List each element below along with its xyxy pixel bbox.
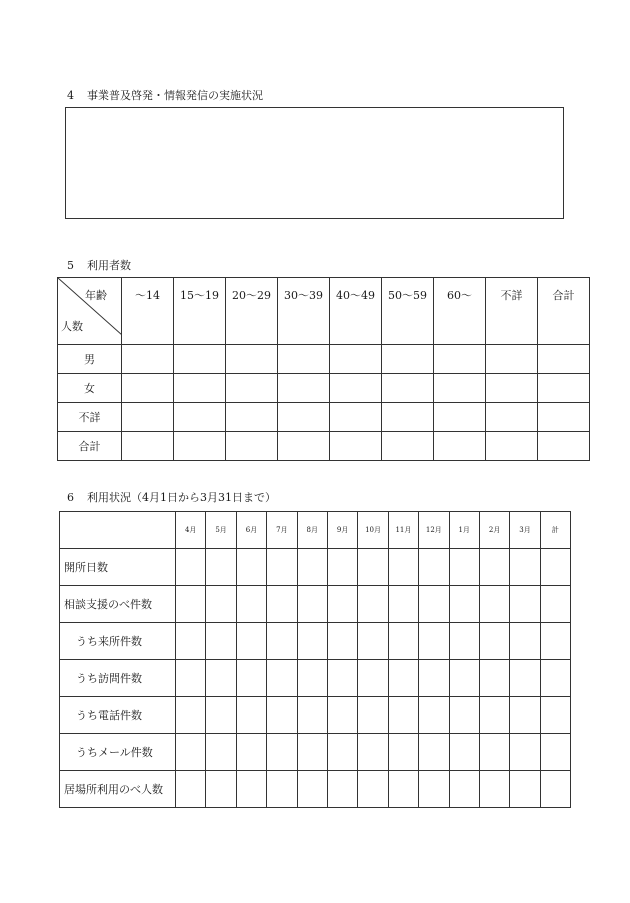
input-cell[interactable]: [540, 734, 570, 771]
input-cell[interactable]: [297, 623, 327, 660]
row-label: 開所日数: [60, 549, 176, 586]
input-cell[interactable]: [449, 549, 479, 586]
section-5-number: 5: [67, 259, 74, 272]
month-column-header: 6月: [236, 512, 266, 549]
input-cell[interactable]: [538, 374, 590, 403]
input-cell[interactable]: [267, 623, 297, 660]
input-cell[interactable]: [540, 623, 570, 660]
input-cell[interactable]: [510, 586, 540, 623]
input-cell[interactable]: [388, 697, 418, 734]
age-column-header: 40〜49: [330, 278, 382, 345]
age-column-header: 50〜59: [382, 278, 434, 345]
input-cell[interactable]: [486, 374, 538, 403]
input-cell[interactable]: [174, 403, 226, 432]
input-cell[interactable]: [176, 734, 206, 771]
input-cell[interactable]: [297, 771, 327, 808]
input-cell[interactable]: [358, 623, 388, 660]
section-6-title: 利用状況（4月1日から3月31日まで）: [87, 491, 276, 504]
input-cell[interactable]: [388, 660, 418, 697]
input-cell[interactable]: [267, 549, 297, 586]
input-cell[interactable]: [388, 771, 418, 808]
row-label: 居場所利用のべ人数: [60, 771, 176, 808]
input-cell[interactable]: [449, 586, 479, 623]
input-cell[interactable]: [267, 586, 297, 623]
input-cell[interactable]: [122, 403, 174, 432]
input-cell[interactable]: [434, 403, 486, 432]
users-table-header-row: [58, 278, 590, 345]
input-cell[interactable]: [236, 660, 266, 697]
section-6-number: 6: [67, 491, 74, 504]
input-cell[interactable]: [382, 432, 434, 461]
age-column-header: 不詳: [486, 278, 538, 345]
section-5-title: 利用者数: [87, 259, 131, 272]
input-cell[interactable]: [226, 345, 278, 374]
input-cell[interactable]: [297, 549, 327, 586]
month-column-header: 5月: [206, 512, 236, 549]
users-table-row: [58, 345, 590, 374]
input-cell[interactable]: [327, 623, 357, 660]
usage-table-row: [60, 623, 571, 660]
input-cell[interactable]: [510, 623, 540, 660]
input-cell[interactable]: [122, 432, 174, 461]
input-cell[interactable]: [479, 697, 509, 734]
input-cell[interactable]: [538, 403, 590, 432]
input-cell[interactable]: [538, 345, 590, 374]
input-cell[interactable]: [176, 586, 206, 623]
input-cell[interactable]: [174, 345, 226, 374]
row-label: 女: [58, 374, 122, 403]
row-label: うち訪問件数: [60, 660, 176, 697]
usage-table: [59, 511, 571, 808]
input-cell[interactable]: [327, 734, 357, 771]
age-column-header: 〜14: [122, 278, 174, 345]
section-4-text-box[interactable]: [65, 107, 564, 219]
input-cell[interactable]: [236, 734, 266, 771]
input-cell[interactable]: [358, 660, 388, 697]
input-cell[interactable]: [122, 374, 174, 403]
usage-table-row: [60, 697, 571, 734]
users-table-row: [58, 403, 590, 432]
age-column-header: 20〜29: [226, 278, 278, 345]
input-cell[interactable]: [486, 403, 538, 432]
input-cell[interactable]: [267, 660, 297, 697]
section-6-heading: [67, 489, 276, 505]
input-cell[interactable]: [388, 586, 418, 623]
month-column-header: 4月: [176, 512, 206, 549]
usage-table-row: [60, 660, 571, 697]
input-cell[interactable]: [540, 697, 570, 734]
users-table: [57, 277, 590, 461]
input-cell[interactable]: [122, 345, 174, 374]
age-column-header: 合計: [538, 278, 590, 345]
input-cell[interactable]: [206, 549, 236, 586]
section-4-number: 4: [67, 89, 74, 102]
input-cell[interactable]: [330, 403, 382, 432]
input-cell[interactable]: [176, 697, 206, 734]
input-cell[interactable]: [419, 734, 449, 771]
input-cell[interactable]: [419, 549, 449, 586]
input-cell[interactable]: [327, 660, 357, 697]
input-cell[interactable]: [206, 660, 236, 697]
input-cell[interactable]: [278, 403, 330, 432]
corner-label-count: 人数: [61, 320, 83, 333]
input-cell[interactable]: [330, 432, 382, 461]
input-cell[interactable]: [236, 586, 266, 623]
input-cell[interactable]: [382, 374, 434, 403]
input-cell[interactable]: [236, 771, 266, 808]
input-cell[interactable]: [174, 432, 226, 461]
input-cell[interactable]: [176, 623, 206, 660]
input-cell[interactable]: [510, 549, 540, 586]
row-label: 不詳: [58, 403, 122, 432]
input-cell[interactable]: [226, 403, 278, 432]
input-cell[interactable]: [540, 771, 570, 808]
input-cell[interactable]: [327, 771, 357, 808]
input-cell[interactable]: [267, 771, 297, 808]
input-cell[interactable]: [510, 660, 540, 697]
input-cell[interactable]: [419, 623, 449, 660]
input-cell[interactable]: [479, 623, 509, 660]
input-cell[interactable]: [479, 771, 509, 808]
month-column-header: 1月: [449, 512, 479, 549]
input-cell[interactable]: [176, 549, 206, 586]
input-cell[interactable]: [206, 771, 236, 808]
input-cell[interactable]: [486, 432, 538, 461]
month-column-header: 7月: [267, 512, 297, 549]
input-cell[interactable]: [388, 549, 418, 586]
input-cell[interactable]: [510, 734, 540, 771]
usage-corner-cell: [60, 512, 176, 549]
input-cell[interactable]: [358, 697, 388, 734]
usage-table-row: [60, 734, 571, 771]
age-column-header: 60〜: [434, 278, 486, 345]
input-cell[interactable]: [449, 697, 479, 734]
input-cell[interactable]: [176, 660, 206, 697]
input-cell[interactable]: [330, 345, 382, 374]
input-cell[interactable]: [510, 771, 540, 808]
input-cell[interactable]: [226, 374, 278, 403]
input-cell[interactable]: [327, 549, 357, 586]
input-cell[interactable]: [330, 374, 382, 403]
input-cell[interactable]: [434, 345, 486, 374]
input-cell[interactable]: [419, 697, 449, 734]
input-cell[interactable]: [278, 374, 330, 403]
month-column-header: 8月: [297, 512, 327, 549]
input-cell[interactable]: [540, 549, 570, 586]
input-cell[interactable]: [419, 771, 449, 808]
input-cell[interactable]: [388, 734, 418, 771]
row-label: うち電話件数: [60, 697, 176, 734]
input-cell[interactable]: [226, 432, 278, 461]
month-column-header: 10月: [358, 512, 388, 549]
input-cell[interactable]: [278, 345, 330, 374]
input-cell[interactable]: [449, 623, 479, 660]
input-cell[interactable]: [358, 771, 388, 808]
input-cell[interactable]: [538, 432, 590, 461]
usage-table-header-row: [60, 512, 571, 549]
input-cell[interactable]: [267, 697, 297, 734]
month-column-header: 9月: [327, 512, 357, 549]
row-label: 男: [58, 345, 122, 374]
input-cell[interactable]: [236, 623, 266, 660]
input-cell[interactable]: [479, 734, 509, 771]
input-cell[interactable]: [540, 660, 570, 697]
input-cell[interactable]: [358, 549, 388, 586]
usage-table-row: [60, 771, 571, 808]
input-cell[interactable]: [327, 586, 357, 623]
month-column-header: 12月: [419, 512, 449, 549]
input-cell[interactable]: [486, 345, 538, 374]
input-cell[interactable]: [206, 697, 236, 734]
input-cell[interactable]: [297, 586, 327, 623]
input-cell[interactable]: [449, 734, 479, 771]
month-column-header: 3月: [510, 512, 540, 549]
input-cell[interactable]: [419, 586, 449, 623]
input-cell[interactable]: [449, 771, 479, 808]
age-column-header: 30〜39: [278, 278, 330, 345]
input-cell[interactable]: [206, 734, 236, 771]
row-label: うち来所件数: [60, 623, 176, 660]
input-cell[interactable]: [327, 697, 357, 734]
input-cell[interactable]: [267, 734, 297, 771]
row-label: うちメール件数: [60, 734, 176, 771]
input-cell[interactable]: [278, 432, 330, 461]
input-cell[interactable]: [176, 771, 206, 808]
section-4-heading: [67, 87, 263, 103]
row-label: 相談支援のべ件数: [60, 586, 176, 623]
input-cell[interactable]: [388, 623, 418, 660]
input-cell[interactable]: [434, 432, 486, 461]
month-column-header: 2月: [479, 512, 509, 549]
input-cell[interactable]: [419, 660, 449, 697]
input-cell[interactable]: [510, 697, 540, 734]
input-cell[interactable]: [382, 345, 434, 374]
usage-table-row: [60, 586, 571, 623]
input-cell[interactable]: [479, 586, 509, 623]
age-count-corner-cell: [58, 278, 122, 345]
input-cell[interactable]: [479, 660, 509, 697]
usage-table-row: [60, 549, 571, 586]
section-5-heading: [67, 257, 131, 273]
input-cell[interactable]: [297, 660, 327, 697]
month-column-header: 11月: [388, 512, 418, 549]
input-cell[interactable]: [449, 660, 479, 697]
input-cell[interactable]: [358, 734, 388, 771]
input-cell[interactable]: [206, 586, 236, 623]
input-cell[interactable]: [174, 374, 226, 403]
input-cell[interactable]: [297, 697, 327, 734]
total-column-header: 計: [540, 512, 570, 549]
input-cell[interactable]: [479, 549, 509, 586]
input-cell[interactable]: [382, 403, 434, 432]
row-label: 合計: [58, 432, 122, 461]
input-cell[interactable]: [358, 586, 388, 623]
corner-label-age: 年齢: [85, 289, 107, 302]
input-cell[interactable]: [297, 734, 327, 771]
age-column-header: 15〜19: [174, 278, 226, 345]
section-4-title: 事業普及啓発・情報発信の実施状況: [87, 89, 263, 102]
input-cell[interactable]: [540, 586, 570, 623]
input-cell[interactable]: [236, 549, 266, 586]
users-table-row: [58, 374, 590, 403]
users-table-row: [58, 432, 590, 461]
input-cell[interactable]: [206, 623, 236, 660]
input-cell[interactable]: [236, 697, 266, 734]
input-cell[interactable]: [434, 374, 486, 403]
